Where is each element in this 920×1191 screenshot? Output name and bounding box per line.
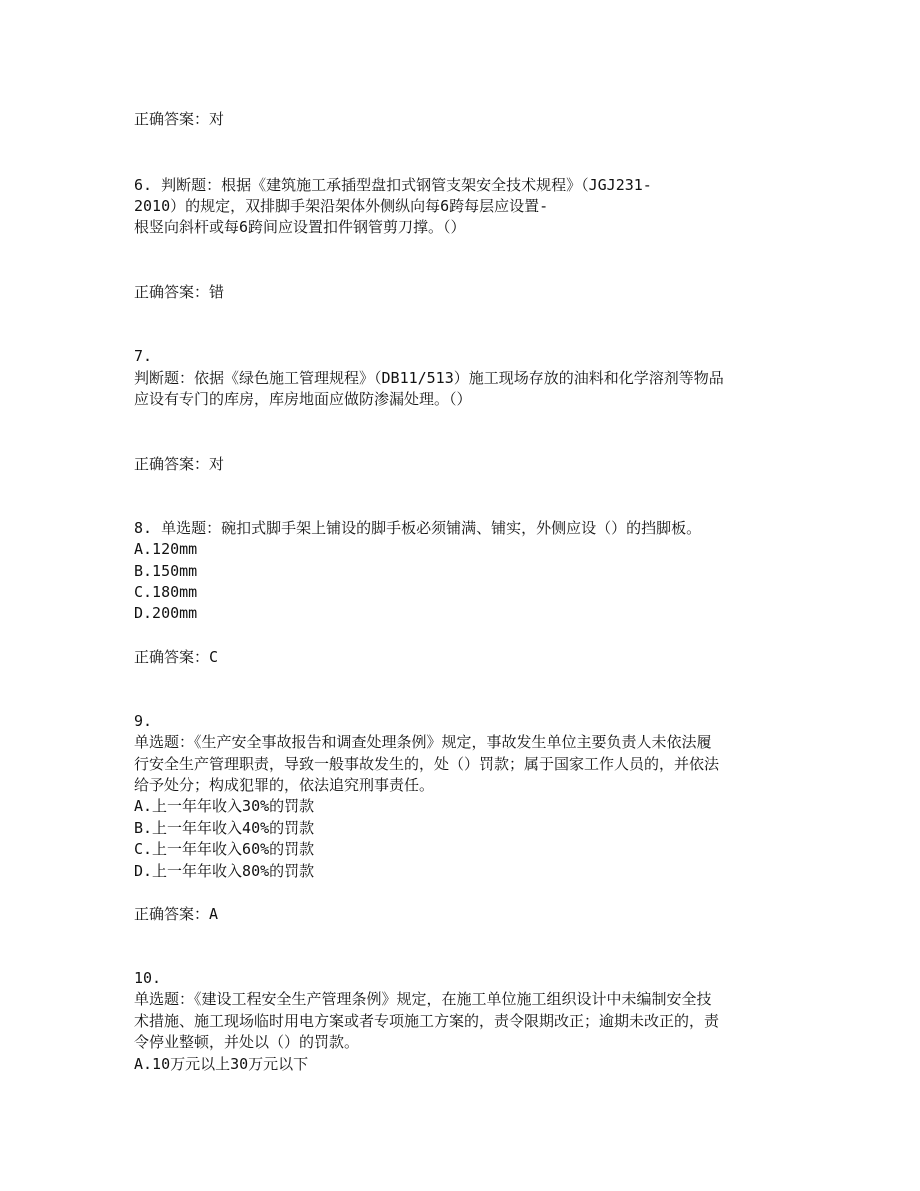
question-9-number: 9. — [134, 712, 153, 730]
question-9-line-2: 行安全生产管理职责，导致一般事故发生的，处（）罚款；属于国家工作人员的，并依法 — [134, 755, 720, 773]
question-8-option-d: D.200mm — [134, 604, 198, 622]
question-8-option-c: C.180mm — [134, 583, 198, 601]
question-7-line-2: 应设有专门的库房，库房地面应做防渗漏处理。（） — [134, 390, 472, 408]
answer-6: 正确答案：错 — [134, 283, 225, 301]
question-7-number: 7. — [134, 347, 153, 365]
question-9-option-d: D.上一年年收入80%的罚款 — [134, 862, 315, 880]
question-8-option-a: A.120mm — [134, 540, 198, 558]
question-10-line-1: 单选题：《建设工程安全生产管理条例》规定，在施工单位施工组织设计中未编制安全技 — [134, 990, 712, 1008]
question-9-option-a: A.上一年年收入30%的罚款 — [134, 797, 315, 815]
question-6-line-3: 根竖向斜杆或每6跨间应设置扣件钢管剪刀撑。（） — [134, 218, 466, 236]
question-6-line-2: 2010）的规定，双排脚手架沿架体外侧纵向每6跨每层应设置- — [134, 197, 549, 215]
question-9-option-b: B.上一年年收入40%的罚款 — [134, 819, 315, 837]
question-7-line-1: 判断题：依据《绿色施工管理规程》（DB11/513）施工现场存放的油料和化学溶剂等物品 — [134, 369, 724, 387]
answer-7: 正确答案：对 — [134, 455, 225, 473]
answer-9: 正确答案：A — [134, 905, 219, 923]
question-9-line-1: 单选题：《生产安全事故报告和调查处理条例》规定，事故发生单位主要负责人未依法履 — [134, 733, 712, 751]
question-10-number: 10. — [134, 969, 162, 987]
question-10-option-a: A.10万元以上30万元以下 — [134, 1055, 309, 1073]
question-8-line-1: 8. 单选题：碗扣式脚手架上铺设的脚手板必须铺满、铺实，外侧应设（）的挡脚板。 — [134, 519, 702, 537]
answer-8: 正确答案：C — [134, 648, 219, 666]
question-10-line-2: 术措施、施工现场临时用电方案或者专项施工方案的，责令限期改正；逾期未改正的，责 — [134, 1012, 720, 1030]
question-9-option-c: C.上一年年收入60%的罚款 — [134, 840, 315, 858]
question-6-line-1: 6. 判断题：根据《建筑施工承插型盘扣式钢管支架安全技术规程》（JGJ231- — [134, 176, 652, 194]
answer-5: 正确答案：对 — [134, 110, 225, 128]
question-10-line-3: 令停业整顿，并处以（）的罚款。 — [134, 1033, 360, 1051]
question-9-line-3: 给予处分；构成犯罪的，依法追究刑事责任。 — [134, 776, 435, 794]
question-8-option-b: B.150mm — [134, 562, 198, 580]
